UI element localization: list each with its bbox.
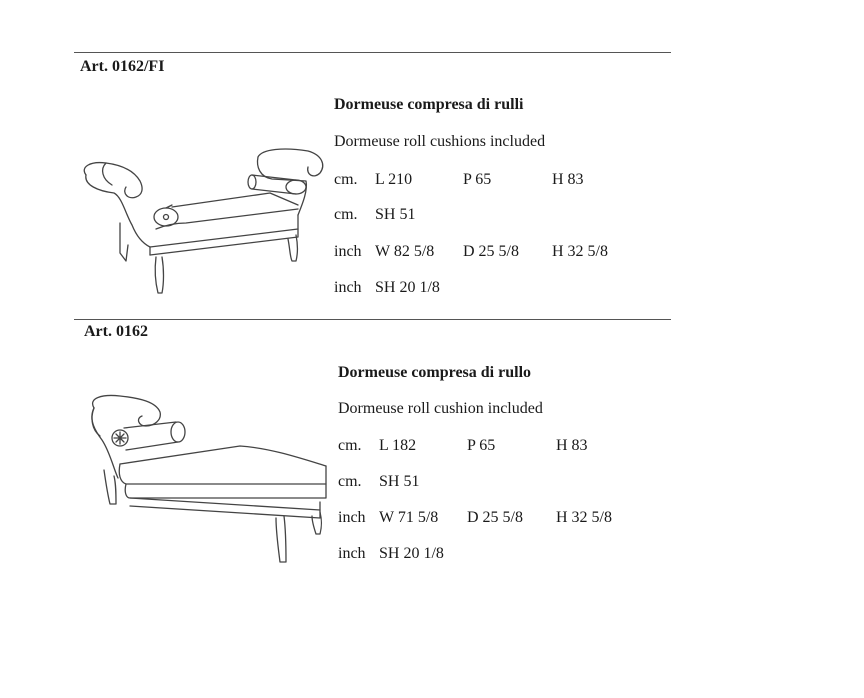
daybed-one-roll-drawing xyxy=(80,392,332,564)
unit-label: inch xyxy=(338,545,366,562)
unit-label: cm. xyxy=(334,206,358,223)
unit-label: inch xyxy=(334,243,362,260)
unit-label: inch xyxy=(334,279,362,296)
dimension-value: D 25 5/8 xyxy=(467,509,523,526)
article-code: Art. 0162 xyxy=(84,323,148,340)
daybed-two-rolls-drawing xyxy=(76,145,328,297)
specs-block xyxy=(338,364,658,574)
product-title-it: Dormeuse compresa di rulli xyxy=(334,96,524,113)
dimension-row xyxy=(338,437,638,457)
dimension-value: D 25 5/8 xyxy=(463,243,519,260)
unit-label: cm. xyxy=(338,473,362,490)
dimension-value: W 71 5/8 xyxy=(379,509,439,526)
dimension-value: L 182 xyxy=(379,437,417,454)
top-divider xyxy=(74,52,671,53)
dimension-value: SH 20 1/8 xyxy=(379,545,444,562)
dimension-value: W 82 5/8 xyxy=(375,243,435,260)
dimension-value: P 65 xyxy=(467,437,496,454)
dimension-value: H 32 5/8 xyxy=(556,509,612,526)
specs-block xyxy=(334,96,654,306)
section-divider xyxy=(74,319,671,320)
unit-label: inch xyxy=(338,509,366,526)
dimension-row xyxy=(338,509,638,529)
dimension-value: H 83 xyxy=(552,171,584,188)
dimension-row xyxy=(338,545,638,565)
article-code: Art. 0162/FI xyxy=(80,58,165,75)
dimension-row xyxy=(334,171,634,191)
unit-label: cm. xyxy=(338,437,362,454)
dimension-row xyxy=(334,279,634,299)
dimension-value: SH 20 1/8 xyxy=(375,279,440,296)
dimension-value: SH 51 xyxy=(375,206,416,223)
product-title-en: Dormeuse roll cushions included xyxy=(334,133,546,150)
dimension-row xyxy=(334,243,634,263)
dimension-row xyxy=(334,206,634,226)
product-title-it: Dormeuse compresa di rullo xyxy=(338,364,532,381)
product-title-en: Dormeuse roll cushion included xyxy=(338,400,543,417)
unit-label: cm. xyxy=(334,171,358,188)
dimension-value: H 83 xyxy=(556,437,588,454)
dimension-value: L 210 xyxy=(375,171,413,188)
dimension-value: H 32 5/8 xyxy=(552,243,608,260)
dimension-row xyxy=(338,473,638,493)
dimension-value: SH 51 xyxy=(379,473,420,490)
dimension-value: P 65 xyxy=(463,171,492,188)
